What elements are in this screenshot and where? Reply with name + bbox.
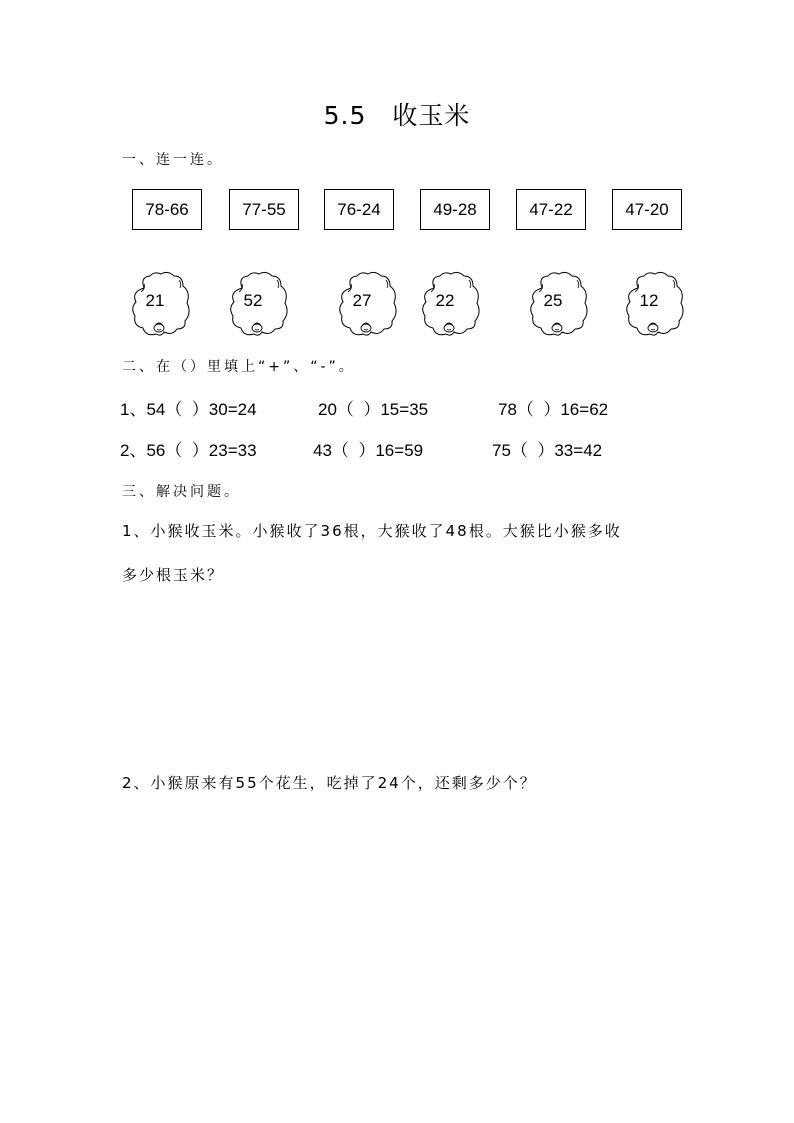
expression-box[interactable]: 77-55 bbox=[229, 189, 299, 230]
equation-1a[interactable]: 1、54（ ）30=24 bbox=[120, 400, 257, 419]
section3-heading: 三、解决问题。 bbox=[122, 484, 241, 500]
problem-1-line2: 多少根玉米？ bbox=[122, 566, 225, 584]
expression-box[interactable]: 78-66 bbox=[132, 189, 202, 230]
answer-cloud[interactable] bbox=[528, 270, 594, 338]
equation-2b[interactable]: 43（ ）16=59 bbox=[313, 441, 424, 460]
equation-2c[interactable]: 75（ ）33=42 bbox=[492, 441, 603, 460]
expression-box[interactable]: 47-22 bbox=[516, 189, 586, 230]
problem-1-line1: 1、小猴收玉米。小猴收了36根，大猴收了48根。大猴比小猴多收 bbox=[122, 522, 622, 540]
answer-value: 12 bbox=[639, 291, 659, 310]
expression-box[interactable]: 76-24 bbox=[324, 189, 394, 230]
equation-1c[interactable]: 78（ ）16=62 bbox=[498, 400, 609, 419]
lesson-number: 5.5 bbox=[323, 101, 367, 130]
answer-cloud[interactable] bbox=[337, 270, 403, 338]
answer-value: 22 bbox=[435, 291, 455, 310]
answer-value: 21 bbox=[145, 291, 165, 310]
answer-value: 25 bbox=[543, 291, 563, 310]
page-title bbox=[0, 96, 794, 132]
section2-heading: 二、在（）里填上“+”、“-”。 bbox=[122, 359, 356, 375]
expression-box[interactable]: 49-28 bbox=[420, 189, 490, 230]
answer-value: 27 bbox=[352, 291, 372, 310]
answer-cloud[interactable] bbox=[420, 270, 486, 338]
section1-heading: 一、连一连。 bbox=[122, 152, 224, 168]
expression-box[interactable]: 47-20 bbox=[612, 189, 682, 230]
answer-cloud[interactable] bbox=[130, 270, 196, 338]
answer-value: 52 bbox=[243, 291, 263, 310]
problem-2: 2、小猴原来有55个花生，吃掉了24个，还剩多少个？ bbox=[122, 774, 537, 792]
equation-2a[interactable]: 2、56（ ）23=33 bbox=[120, 441, 257, 460]
answer-cloud[interactable] bbox=[228, 270, 294, 338]
answer-cloud[interactable] bbox=[624, 270, 690, 338]
equation-1b[interactable]: 20（ ）15=35 bbox=[318, 400, 429, 419]
lesson-title: 收玉米 bbox=[392, 101, 471, 130]
